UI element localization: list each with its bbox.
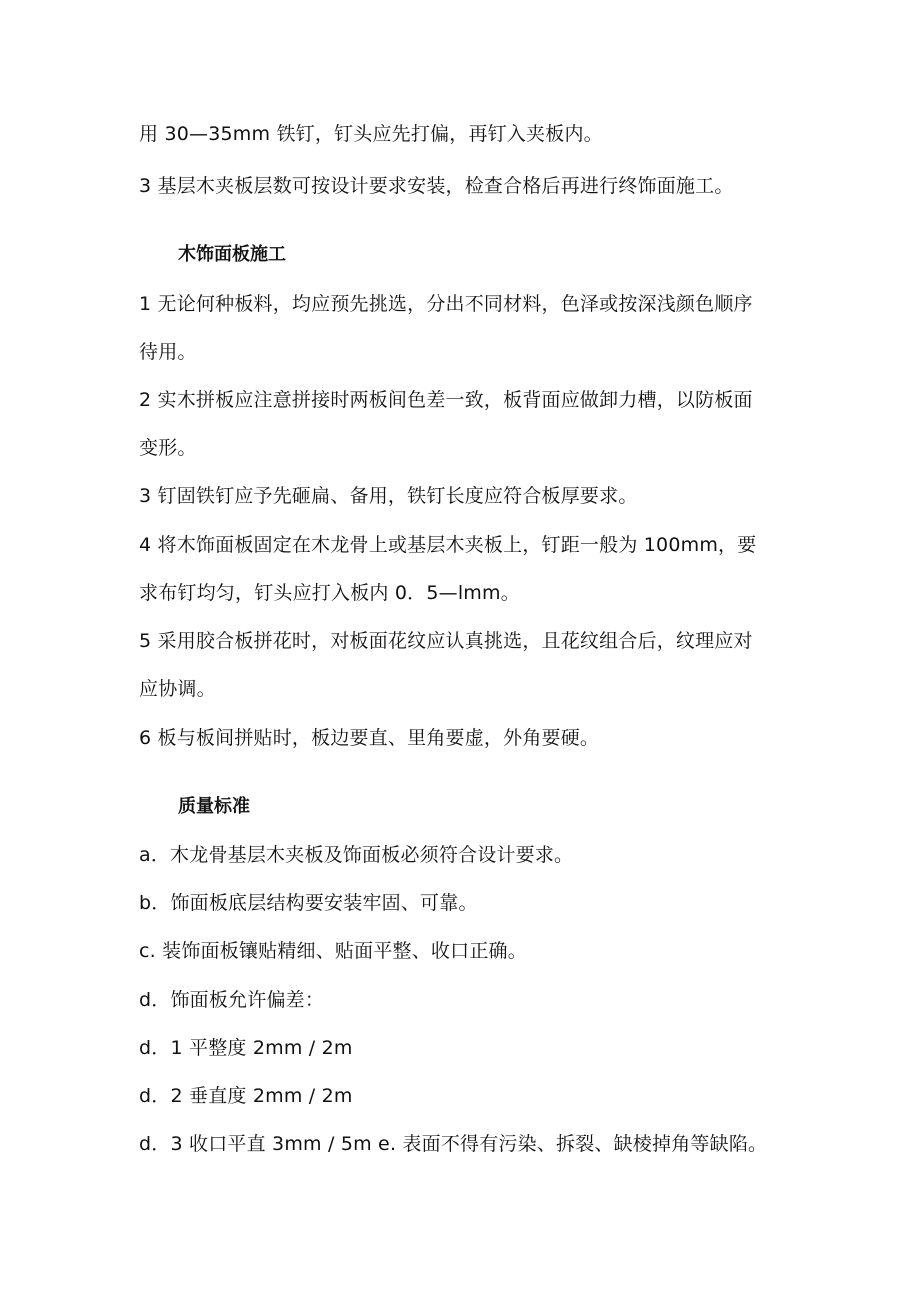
text-line-item-1b: 待用。 bbox=[139, 341, 197, 363]
text-line-quality-d: d．饰面板允许偏差： bbox=[139, 989, 325, 1011]
text-line-quality-d2: d．2 垂直度 2mm / 2m bbox=[139, 1085, 353, 1107]
text-line-item-6: 6 板与板间拼贴时，板边要直、里角要虚，外角要硬。 bbox=[139, 727, 600, 749]
text-line-item-2b: 变形。 bbox=[139, 437, 197, 459]
text-line-item-2a: 2 实木拼板应注意拼接时两板间色差一致，板背面应做卸力槽，以防板面 bbox=[139, 389, 753, 411]
text-line-base-layer: 3 基层木夹板层数可按设计要求安装，检查合格后再进行终饰面施工。 bbox=[139, 175, 734, 197]
text-line-item-5b: 应协调。 bbox=[139, 678, 216, 700]
text-line-item-5a: 5 采用胶合板拼花时，对板面花纹应认真挑选，且花纹组合后，纹理应对 bbox=[139, 630, 753, 652]
text-line-item-1a: 1 无论何种板料，均应预先挑选，分出不同材料，色泽或按深浅颜色顺序 bbox=[139, 293, 753, 315]
text-line-quality-d3: d．3 收口平直 3mm / 5m e. 表面不得有污染、拆裂、缺棱掉角等缺陷。 bbox=[139, 1133, 768, 1155]
text-line-quality-b: b．饰面板底层结构要安装牢固、可靠。 bbox=[139, 892, 478, 914]
text-line-quality-d1: d．1 平整度 2mm / 2m bbox=[139, 1037, 353, 1059]
text-line-quality-c: c. 装饰面板镶贴精细、贴面平整、收口正确。 bbox=[139, 940, 527, 962]
text-line-item-4a: 4 将木饰面板固定在木龙骨上或基层木夹板上，钉距一般为 100mm，要 bbox=[139, 534, 757, 556]
text-line-nail-spec: 用 30—35mm 铁钉，钉头应先打偏，再钉入夹板内。 bbox=[139, 123, 603, 145]
section-heading-quality-standard: 质量标准 bbox=[178, 796, 250, 817]
text-line-quality-a: a．木龙骨基层木夹板及饰面板必须符合设计要求。 bbox=[139, 844, 574, 866]
text-line-item-4b: 求布钉均匀，钉头应打入板内 0．5—lmm。 bbox=[139, 582, 520, 604]
section-heading-wood-veneer: 木饰面板施工 bbox=[178, 244, 286, 265]
text-line-item-3: 3 钉固铁钉应予先砸扁、备用，铁钉长度应符合板厚要求。 bbox=[139, 485, 638, 507]
